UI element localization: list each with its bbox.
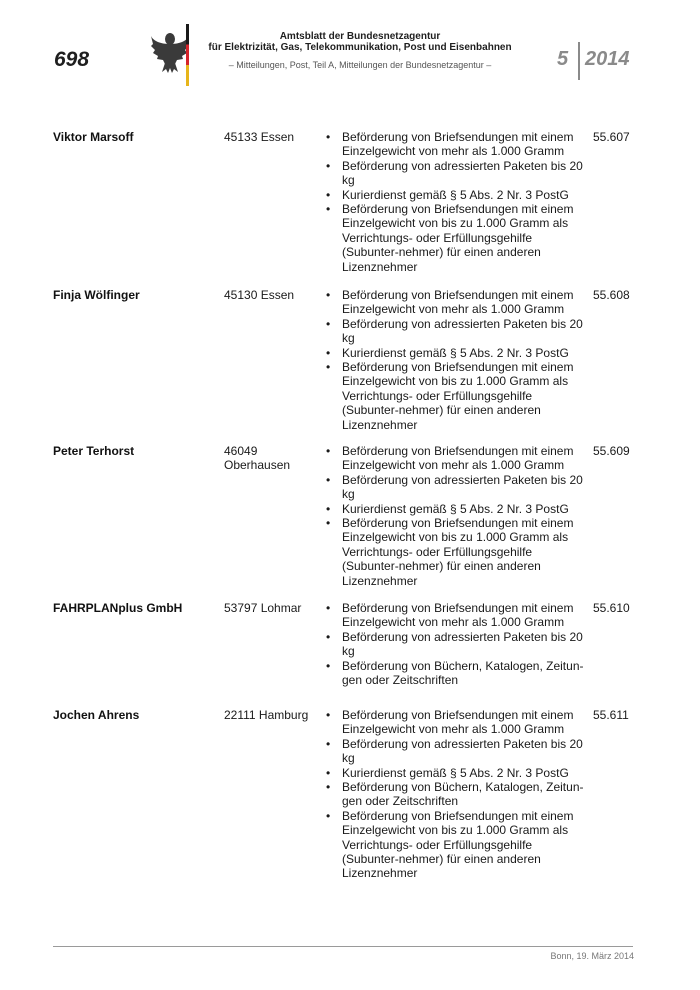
footer-date: Bonn, 19. März 2014 — [550, 951, 634, 961]
publication-header — [200, 31, 520, 71]
licensee-location: 22111 Hamburg — [224, 708, 309, 722]
service-list — [326, 708, 591, 881]
licensee-name: Peter Terhorst — [53, 444, 135, 458]
service-item: • Beförderung von adressierten Paketen bis 20 kg — [326, 159, 591, 188]
publication-title: Amtsblatt der Bundesnetzagentur — [279, 31, 441, 42]
service-list — [326, 444, 591, 588]
service-list — [326, 288, 591, 432]
publication-section: – Mitteilungen, Post, Teil A, Mitteilungen der Bundesnetzagentur – — [228, 60, 492, 70]
publication-subtitle: für Elektrizität, Gas, Telekommunikation, Post und Eisenbahnen — [208, 42, 512, 53]
issue-year: 2014 — [585, 48, 630, 70]
licensee-location: 45130 Essen — [224, 288, 295, 302]
licensee-location: 45133 Essen — [224, 130, 295, 144]
service-item: • Beförderung von Briefsendungen mit einem Einzelgewicht von mehr als 1.000 Gramm — [326, 601, 591, 630]
service-item: • Beförderung von Briefsendungen mit einem Einzelgewicht von bis zu 1.000 Gramm als Verrichtungs- oder Erfüllungsgehilfe (Subunter-nehmer) für einen anderen Lizenznehmer — [326, 809, 591, 881]
flag-stripe — [186, 24, 189, 86]
service-item: • Beförderung von adressierten Paketen bis 20 kg — [326, 630, 591, 659]
federal-eagle-icon — [150, 30, 190, 74]
issue-number: 5 — [557, 48, 569, 70]
footer-divider — [53, 946, 633, 947]
license-number: 55.609 — [593, 444, 630, 458]
service-item: • Beförderung von Büchern, Katalogen, Zeitun-gen oder Zeitschriften — [326, 780, 591, 809]
service-item: • Beförderung von Briefsendungen mit einem Einzelgewicht von bis zu 1.000 Gramm als Verrichtungs- oder Erfüllungsgehilfe (Subunter-nehmer) für einen anderen Lizenznehmer — [326, 202, 591, 274]
service-list — [326, 130, 591, 274]
service-item: • Beförderung von adressierten Paketen bis 20 kg — [326, 737, 591, 766]
page-number: 698 — [54, 48, 90, 71]
license-number: 55.608 — [593, 288, 630, 302]
licensee-name: Jochen Ahrens — [53, 708, 140, 722]
service-item: • Kurierdienst gemäß § 5 Abs. 2 Nr. 3 PostG — [326, 502, 591, 516]
service-item: • Beförderung von Briefsendungen mit einem Einzelgewicht von mehr als 1.000 Gramm — [326, 708, 591, 737]
service-item: • Beförderung von adressierten Paketen bis 20 kg — [326, 473, 591, 502]
service-item: • Beförderung von Büchern, Katalogen, Zeitun-gen oder Zeitschriften — [326, 659, 591, 688]
licensee-location: 46049 Oberhausen — [224, 444, 291, 473]
service-item: • Kurierdienst gemäß § 5 Abs. 2 Nr. 3 PostG — [326, 766, 591, 780]
service-item: • Beförderung von Briefsendungen mit einem Einzelgewicht von mehr als 1.000 Gramm — [326, 130, 591, 159]
license-number: 55.611 — [593, 708, 629, 722]
licensee-location: 53797 Lohmar — [224, 601, 302, 615]
service-item: • Beförderung von adressierten Paketen bis 20 kg — [326, 317, 591, 346]
license-number: 55.610 — [593, 601, 630, 615]
service-item: • Kurierdienst gemäß § 5 Abs. 2 Nr. 3 PostG — [326, 188, 591, 202]
service-list — [326, 601, 591, 687]
issue-divider — [578, 42, 580, 80]
service-item: • Beförderung von Briefsendungen mit einem Einzelgewicht von mehr als 1.000 Gramm — [326, 288, 591, 317]
license-number: 55.607 — [593, 130, 630, 144]
service-item: • Beförderung von Briefsendungen mit einem Einzelgewicht von bis zu 1.000 Gramm als Verrichtungs- oder Erfüllungsgehilfe (Subunter-nehmer) für einen anderen Lizenznehmer — [326, 516, 591, 588]
service-item: • Kurierdienst gemäß § 5 Abs. 2 Nr. 3 PostG — [326, 346, 591, 360]
licensee-name: FAHRPLANplus GmbH — [53, 601, 183, 615]
licensee-name: Finja Wölfinger — [53, 288, 140, 302]
service-item: • Beförderung von Briefsendungen mit einem Einzelgewicht von mehr als 1.000 Gramm — [326, 444, 591, 473]
service-item: • Beförderung von Briefsendungen mit einem Einzelgewicht von bis zu 1.000 Gramm als Verrichtungs- oder Erfüllungsgehilfe (Subunter-nehmer) für einen anderen Lizenznehmer — [326, 360, 591, 432]
licensee-name: Viktor Marsoff — [53, 130, 134, 144]
